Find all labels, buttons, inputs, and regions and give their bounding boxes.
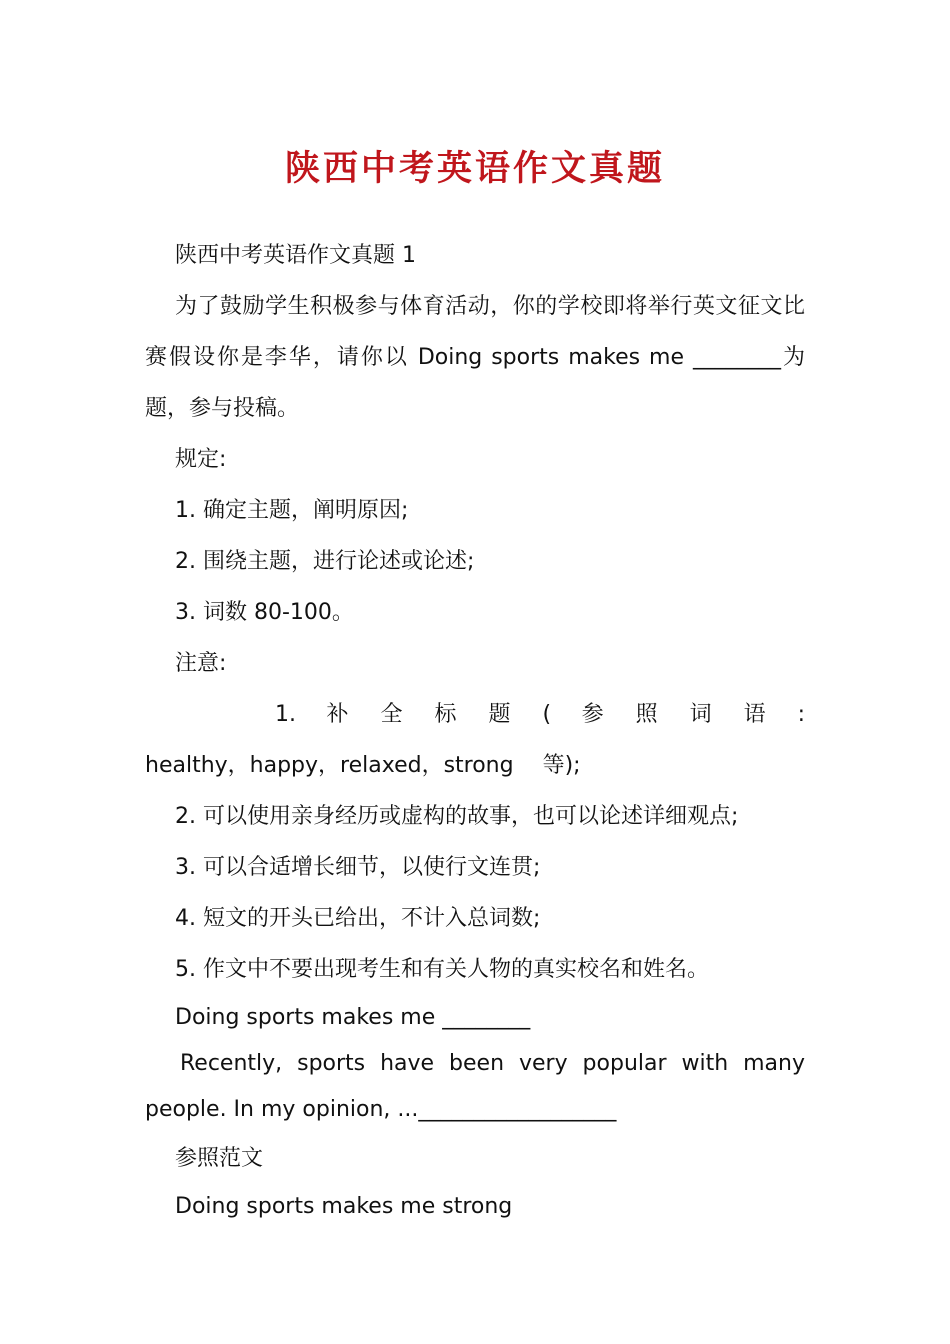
note-item: 2. 可以使用亲身经历或虚构的故事，也可以论述详细观点; (175, 804, 739, 829)
essay-title-blank: Doing sports makes me ________ (175, 1005, 531, 1030)
document-title: 陕西中考英语作文真题 (284, 148, 665, 189)
document-body (145, 230, 805, 1230)
requirements-heading: 规定: (175, 447, 227, 472)
note-item: 1. 补 全 标 题 ( 参 照 词 语 : healthy，happy，relaxed，strong 等); (145, 702, 805, 778)
note-item: 4. 短文的开头已给出，不计入总词数; (175, 906, 541, 931)
requirement-item: 2. 围绕主题，进行论述或论述; (175, 549, 475, 574)
note-item: 3. 可以合适增长细节，以使行文连贯; (175, 855, 541, 880)
prompt-paragraph: 为了鼓励学生积极参与体育活动，你的学校即将举行英文征文比赛假设你是李华，请你以 Doing sports makes me ________为题，参与投稿。 (145, 294, 805, 421)
sample-heading: 参照范文 (175, 1146, 264, 1171)
sample-title: Doing sports makes me strong (175, 1194, 513, 1219)
essay-opening: Recently, sports have been very popular with many people. In my opinion, ...__________________ (145, 1051, 805, 1122)
section-heading: 陕西中考英语作文真题 1 (175, 243, 416, 268)
requirement-item: 3. 词数 80-100。 (175, 600, 354, 625)
note-item: 5. 作文中不要出现考生和有关人物的真实校名和姓名。 (175, 957, 709, 982)
notes-heading: 注意: (175, 651, 227, 676)
requirement-item: 1. 确定主题，阐明原因; (175, 498, 409, 523)
